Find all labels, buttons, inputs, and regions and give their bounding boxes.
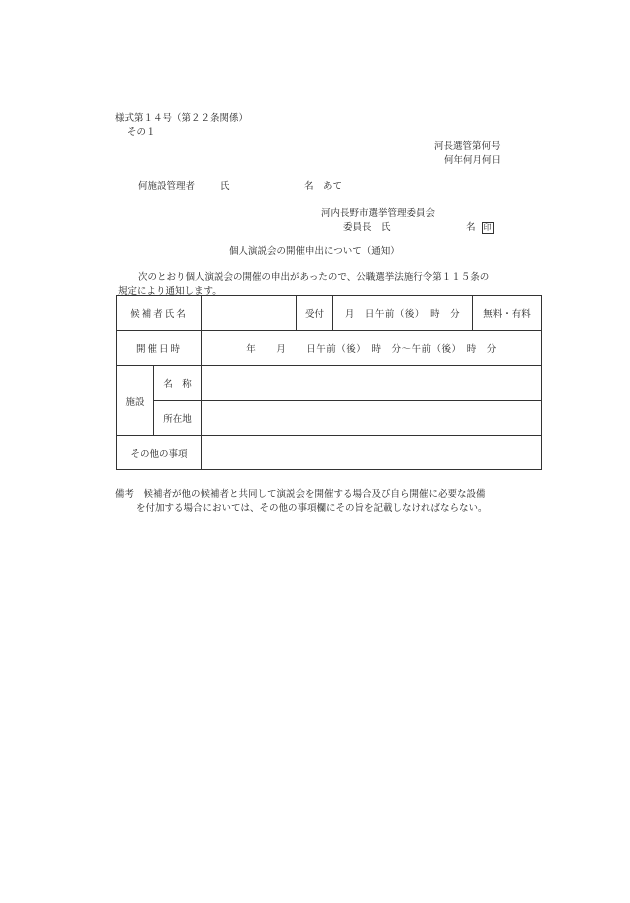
facility-name-label: 名 称 (154, 366, 202, 401)
form-number: 様式第１４号（第２２条関係） (115, 113, 249, 124)
sender-chair: 委員長 氏 (343, 222, 391, 233)
sender-mei (466, 219, 494, 234)
other-matters-field[interactable] (202, 436, 542, 470)
facility-address-label: 所在地 (154, 401, 202, 436)
body-text-line2: 規定により通知します。 (118, 286, 222, 297)
facility-label: 施設 (117, 366, 154, 436)
form-part: その１ (127, 127, 156, 138)
addressee-mei-ate: 名 あて (304, 181, 343, 192)
seal-box: 印 (483, 223, 492, 232)
sender-organization: 河内長野市選挙管理委員会 (321, 208, 436, 219)
table-row-candidate (117, 296, 542, 331)
application-form-table (116, 295, 542, 470)
note-line1: 備考 候補者が他の候補者と共同して演説会を開催する場合及び自ら開催に必要な設備 (115, 489, 486, 500)
document-title: 個人演説会の開催申出について（通知） (229, 246, 400, 257)
datetime-label: 開催日時 (117, 331, 202, 366)
table-row-facility-address (117, 401, 542, 436)
facility-address-field[interactable] (202, 401, 542, 436)
document-number: 河長選管第何号 (434, 141, 501, 152)
datetime-field[interactable]: 年 月 日午前（後） 時 分〜午前（後） 時 分 (202, 331, 542, 366)
facility-name-field[interactable] (202, 366, 542, 401)
table-row-other (117, 436, 542, 470)
body-text-line1: 次のとおり個人演説会の開催の申出があったので、公職選挙法施行令第１１５条の (138, 272, 490, 283)
candidate-name-field[interactable] (202, 296, 297, 331)
table-row-datetime (117, 331, 542, 366)
received-datetime-field[interactable]: 月 日午前（後） 時 分 (333, 296, 473, 331)
document-date: 何年何月何日 (444, 155, 502, 166)
other-matters-label: その他の事項 (117, 436, 202, 470)
sender-mei-label: 名 (466, 222, 476, 233)
fee-option-field[interactable]: 無料・有料 (473, 296, 542, 331)
table-row-facility-name (117, 366, 542, 401)
addressee-facility: 何施設管理者 (138, 181, 196, 192)
note-line2: を付加する場合においては、その他の事項欄にその旨を記載しなければならない。 (136, 503, 488, 514)
addressee-shi: 氏 (220, 181, 230, 192)
received-label: 受付 (297, 296, 333, 331)
candidate-name-label: 候補者氏名 (117, 296, 202, 331)
